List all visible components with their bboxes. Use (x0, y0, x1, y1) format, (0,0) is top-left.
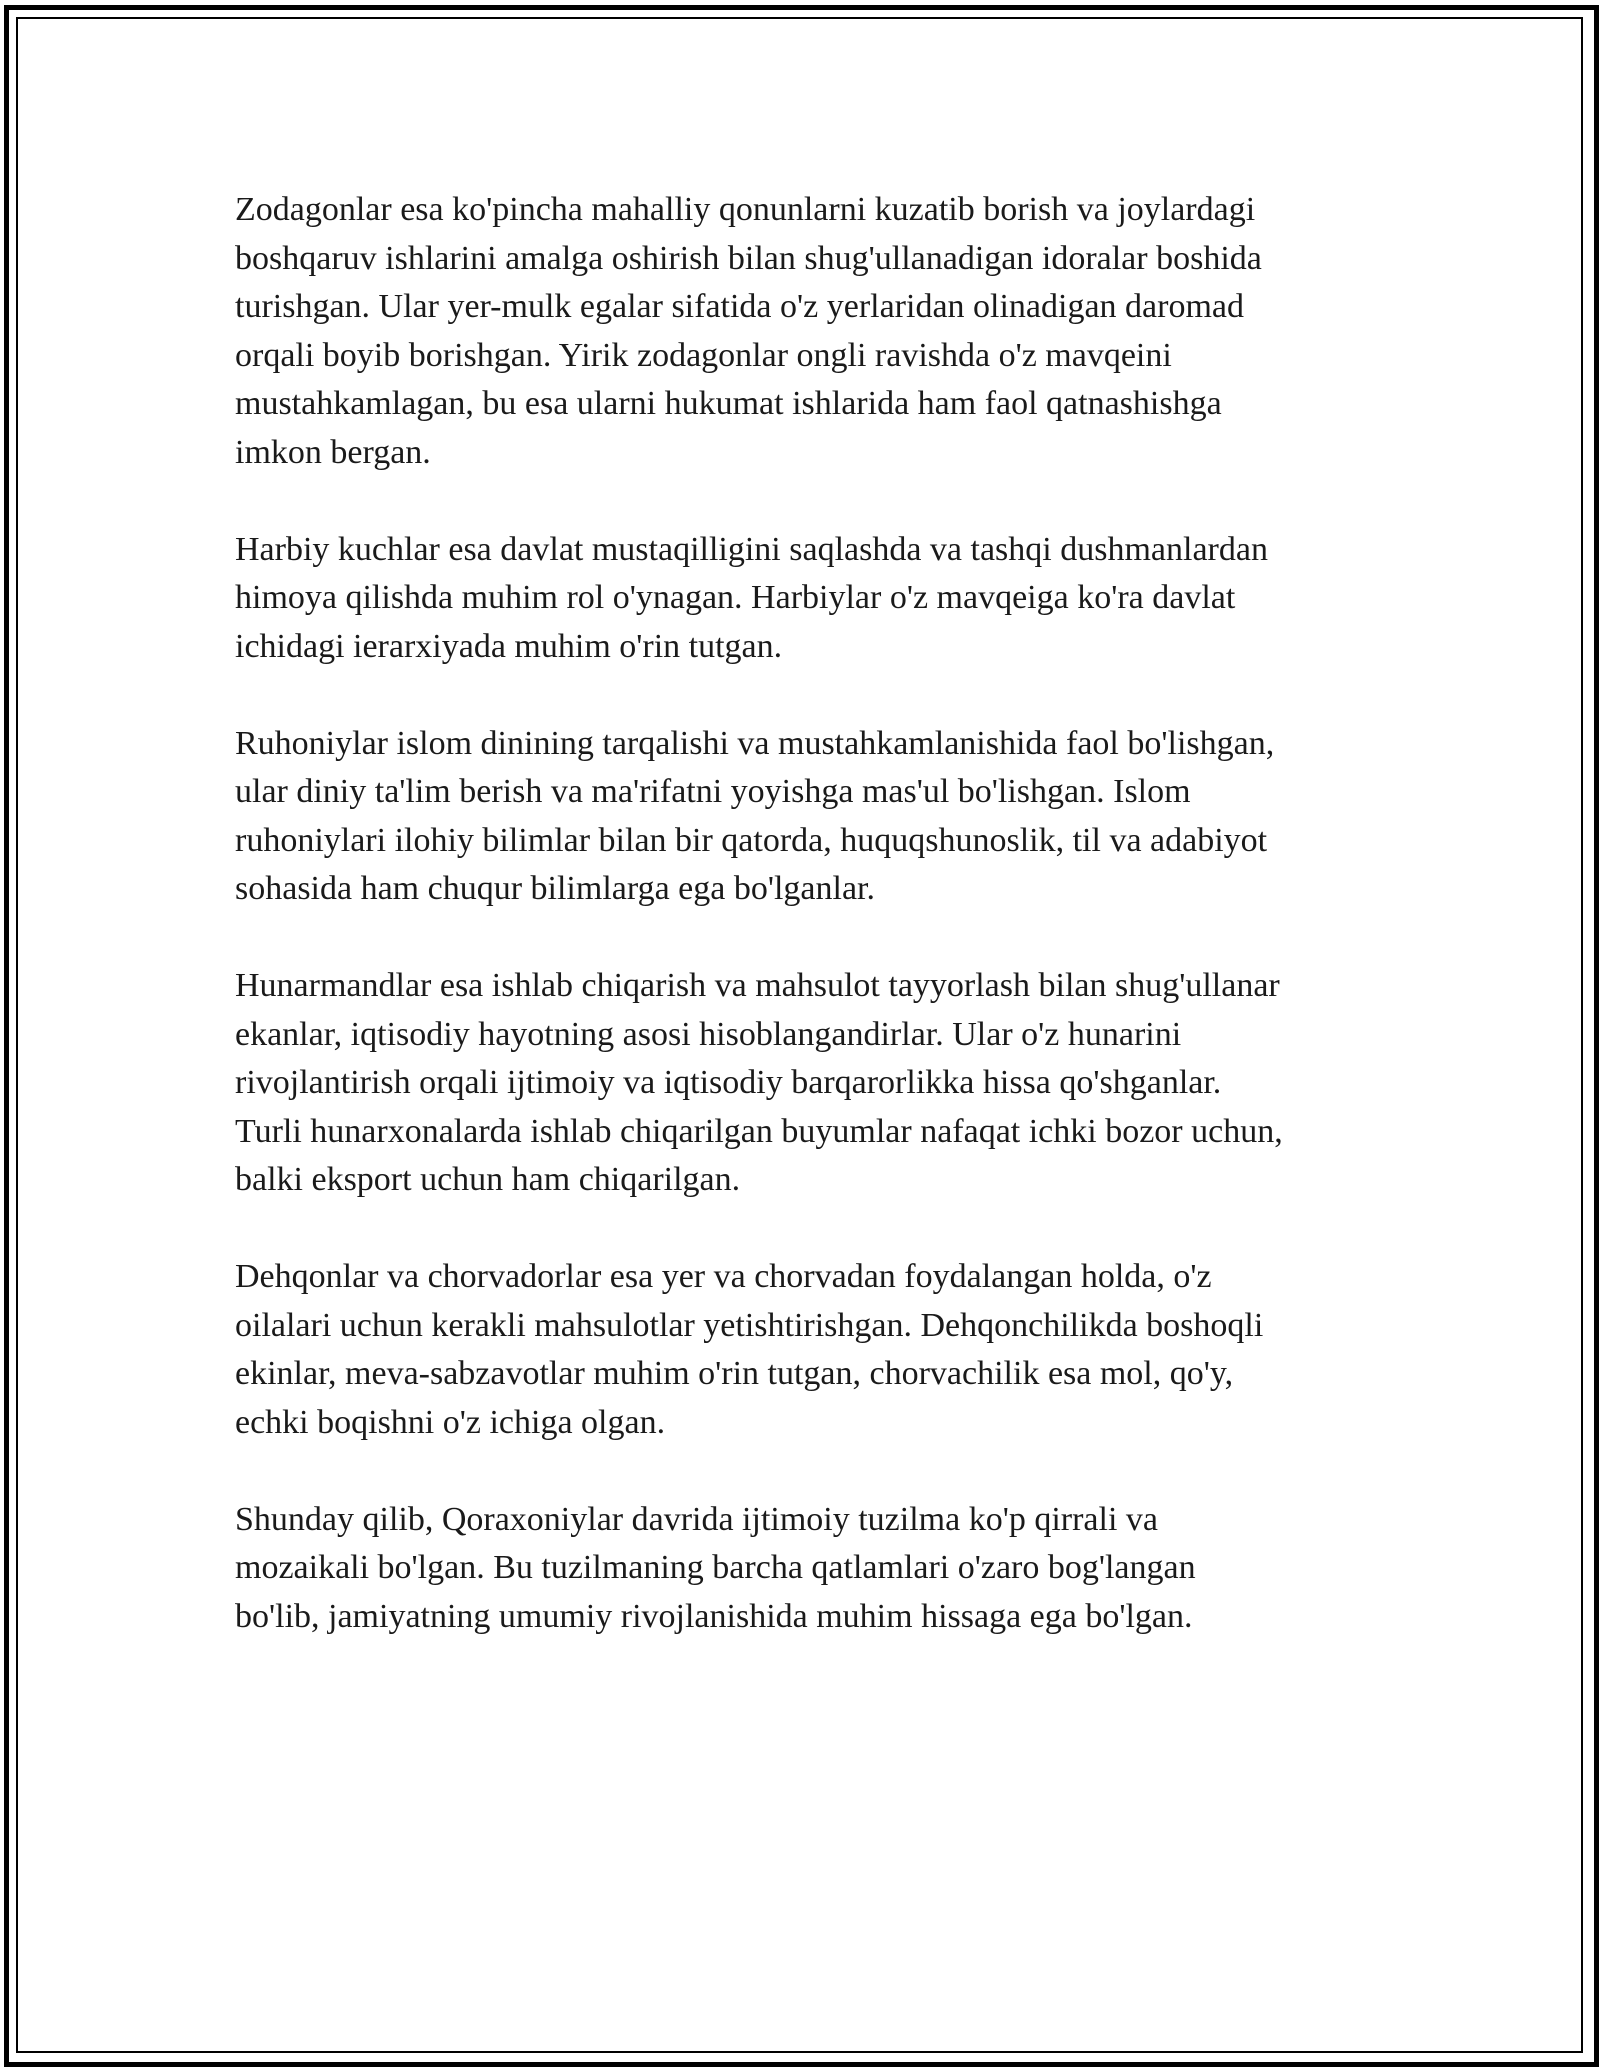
text-line: sohasida ham chuqur bilimlarga ega bo'lganlar. (235, 870, 875, 907)
document-body (235, 186, 1375, 1690)
text-line: orqali boyib borishgan. Yirik zodagonlar ongli ravishda o'z mavqeini (235, 336, 1172, 374)
text-line: Zodagonlar esa ko'pincha mahalliy qonunlarni kuzatib borish va joylardagi (235, 191, 1256, 228)
text-line: bo'lib, jamiyatning umumiy rivojlanishida muhim hissaga ega bo'lgan. (235, 1597, 1193, 1635)
text-line: mozaikali bo'lgan. Bu tuzilmaning barcha qatlamlari o'zaro bog'langan (235, 1549, 1196, 1586)
paragraph-military (235, 526, 1375, 672)
text-line: Dehqonlar va chorvadorlar esa yer va chorvadan foydalangan holda, o'z (235, 1258, 1212, 1295)
text-line: Hunarmandlar esa ishlab chiqarish va mahsulot tayyorlash bilan shug'ullanar (235, 967, 1280, 1004)
text-line: balki eksport uchun ham chiqarilgan. (235, 1161, 741, 1198)
paragraph-farmers (235, 1253, 1375, 1447)
paragraph-nobles (235, 186, 1375, 477)
text-line: boshqaruv ishlarini amalga oshirish bilan shug'ullanadigan idoralar boshida (235, 239, 1262, 277)
text-line: rivojlantirish orqali ijtimoiy va iqtisodiy barqarorlikka hissa qo'shganlar. (235, 1064, 1222, 1101)
text-line: ekanlar, iqtisodiy hayotning asosi hisoblangandirlar. Ular o'z hunarini (235, 1015, 1182, 1053)
text-line: Shunday qilib, Qoraxoniylar davrida ijtimoiy tuzilma ko'p qirrali va (235, 1500, 1158, 1538)
paragraph-clergy (235, 720, 1375, 914)
text-line: Turli hunarxonalarda ishlab chiqarilgan buyumlar nafaqat ichki bozor uchun, (235, 1112, 1283, 1150)
paragraph-artisans (235, 962, 1375, 1205)
text-line: ruhoniylari ilohiy bilimlar bilan bir qatorda, huquqshunoslik, til va adabiyot (235, 821, 1268, 859)
text-line: imkon bergan. (235, 433, 431, 471)
text-line: ular diniy ta'lim berish va ma'rifatni yoyishga mas'ul bo'lishgan. Islom (235, 773, 1191, 810)
text-line: ichidagi ierarxiyada muhim o'rin tutgan. (235, 627, 783, 665)
text-line: turishgan. Ular yer-mulk egalar sifatida o'z yerlaridan olinadigan daromad (235, 288, 1245, 325)
text-line: echki boqishni o'z ichiga olgan. (235, 1403, 666, 1441)
text-line: himoya qilishda muhim rol o'ynagan. Harbiylar o'z mavqeiga ko'ra davlat (235, 579, 1236, 616)
text-line: oilalari uchun kerakli mahsulotlar yetishtirishgan. Dehqonchilikda boshoqli (235, 1306, 1264, 1344)
paragraph-conclusion (235, 1496, 1375, 1642)
text-line: mustahkamlagan, bu esa ularni hukumat ishlarida ham faol qatnashishga (235, 385, 1222, 422)
text-line: ekinlar, meva-sabzavotlar muhim o'rin tutgan, chorvachilik esa mol, qo'y, (235, 1355, 1234, 1392)
text-line: Harbiy kuchlar esa davlat mustaqilligini saqlashda va tashqi dushmanlardan (235, 530, 1268, 568)
text-line: Ruhoniylar islom dinining tarqalishi va mustahkamlanishida faol bo'lishgan, (235, 724, 1275, 762)
